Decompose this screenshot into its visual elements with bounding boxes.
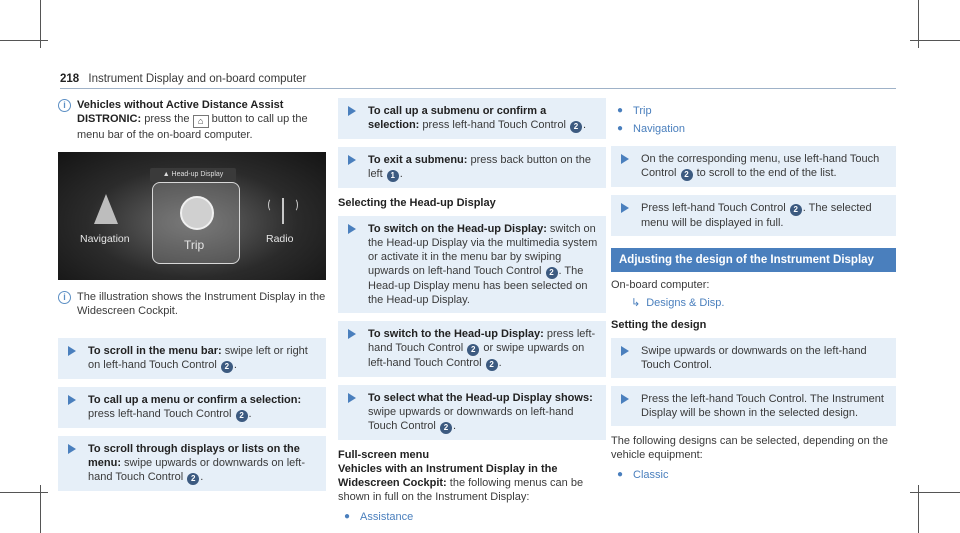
info-icon: i	[58, 99, 71, 112]
step-arrow-icon	[68, 346, 76, 356]
column-2	[338, 98, 606, 528]
head-up-display-tab: ▲ Head-up Display	[150, 168, 236, 182]
note	[58, 98, 326, 142]
crop-mark	[910, 492, 960, 493]
step-arrow-icon	[348, 329, 356, 339]
instruction-step: To call up a menu or confirm a selection: press left-hand Touch Control 2 .	[58, 387, 326, 428]
page-header	[60, 72, 306, 86]
menu-path-arrow-icon: ↳	[631, 297, 641, 309]
subheading: Selecting the Head-up Display	[338, 197, 496, 209]
menu-path	[631, 296, 896, 310]
touch-control-badge: 2	[440, 422, 452, 434]
crop-mark	[0, 40, 48, 41]
step-arrow-icon	[68, 444, 76, 454]
note	[58, 290, 326, 318]
paragraph: Vehicles with an Instrument Display in the Widescreen Cockpit: the following menus can be shown in full on the Instrument Display:	[338, 463, 584, 503]
step-arrow-icon	[348, 155, 356, 165]
touch-control-badge: 2	[546, 267, 558, 279]
note-text: Vehicles without Active Distance Assist DISTRONIC: press the ⌂ button to call up the menu bar of the on-board computer.	[77, 99, 308, 141]
bullet-icon: ●	[617, 123, 624, 134]
touch-control-badge: 2	[790, 204, 802, 216]
page-title: Instrument Display and on-board computer	[88, 73, 307, 85]
touch-control-badge: 2	[486, 359, 498, 371]
menu-link[interactable]: Navigation	[633, 123, 686, 135]
touch-control-badge: 2	[570, 121, 582, 133]
instruction-step: To switch on the Head-up Display: switch on the Head-up Display via the multimedia system or activate it in the menu bar by swiping upwards on left-hand Touch Control 2 . The Head-up Display menu has been selected on the Head-up Display.	[338, 216, 606, 313]
touch-control-badge: 2	[221, 361, 233, 373]
trip-icon	[180, 196, 214, 230]
home-icon: ⌂	[193, 115, 209, 128]
menu-label-navigation: Navigation	[80, 233, 130, 245]
instruction-step: To exit a submenu: press back button on the left 1 .	[338, 147, 606, 188]
menu-label-radio: Radio	[266, 233, 294, 245]
bullet-icon: ●	[617, 105, 624, 116]
list-item	[617, 104, 896, 118]
column-3	[611, 98, 896, 486]
section-heading: Adjusting the design of the Instrument Display	[611, 248, 896, 272]
menu-label-trip: Trip	[184, 238, 205, 252]
menu-link[interactable]: Trip	[633, 105, 652, 117]
instruction-step: To select what the Head-up Display shows: swipe upwards or downwards on left-hand Touch Control 2 .	[338, 385, 606, 440]
instruction-step: To scroll through displays or lists on the menu: swipe upwards or downwards on left-hand Touch Control 2 .	[58, 436, 326, 491]
bullet-icon: ●	[344, 511, 351, 522]
bullet-icon: ●	[617, 469, 624, 480]
step-arrow-icon	[348, 393, 356, 403]
instruction-step: To call up a submenu or confirm a selection: press left-hand Touch Control 2 .	[338, 98, 606, 139]
menu-link[interactable]: Classic	[633, 469, 669, 481]
note-text: The illustration shows the Instrument Display in the Widescreen Cockpit.	[77, 291, 326, 317]
list-item	[617, 122, 896, 136]
list-item	[344, 510, 606, 524]
page-number: 218	[60, 73, 80, 85]
touch-control-badge: 2	[467, 344, 479, 356]
touch-control-badge: 2	[681, 169, 693, 181]
list-item	[617, 468, 896, 482]
crop-mark	[910, 40, 960, 41]
paragraph: On-board computer:	[611, 279, 710, 291]
touch-control-badge: 2	[187, 473, 199, 485]
step-arrow-icon	[621, 203, 629, 213]
menu-path-link[interactable]: Designs & Disp.	[646, 297, 725, 309]
info-icon: i	[58, 291, 71, 304]
step-arrow-icon	[621, 394, 629, 404]
step-arrow-icon	[621, 346, 629, 356]
subheading: Setting the design	[611, 319, 707, 331]
back-button-badge: 1	[387, 170, 399, 182]
step-arrow-icon	[621, 154, 629, 164]
paragraph: The following designs can be selected, depending on the vehicle equipment:	[611, 435, 889, 461]
instruction-step: To scroll in the menu bar: swipe left or right on left-hand Touch Control 2 .	[58, 338, 326, 379]
instrument-display-illustration	[58, 152, 326, 280]
instruction-step: On the corresponding menu, use left-hand Touch Control 2 to scroll to the end of the list.	[611, 146, 896, 187]
header-rule	[60, 88, 896, 89]
step-arrow-icon	[348, 106, 356, 116]
instruction-step: Press left-hand Touch Control 2 . The selected menu will be displayed in full.	[611, 195, 896, 236]
touch-control-badge: 2	[236, 410, 248, 422]
step-arrow-icon	[68, 395, 76, 405]
step-arrow-icon	[348, 224, 356, 234]
instruction-step: Swipe upwards or downwards on the left-hand Touch Control.	[611, 338, 896, 378]
subheading: Full-screen menu	[338, 449, 430, 461]
menu-link[interactable]: Assistance	[360, 511, 414, 523]
instruction-step: Press the left-hand Touch Control. The Instrument Display will be shown in the selected design.	[611, 386, 896, 426]
navigation-icon	[94, 194, 118, 224]
crop-mark	[0, 492, 48, 493]
radio-icon	[276, 194, 290, 224]
instruction-step: To switch to the Head-up Display: press left-hand Touch Control 2 or swipe upwards on left-hand Touch Control 2 .	[338, 321, 606, 377]
column-1	[58, 98, 326, 499]
